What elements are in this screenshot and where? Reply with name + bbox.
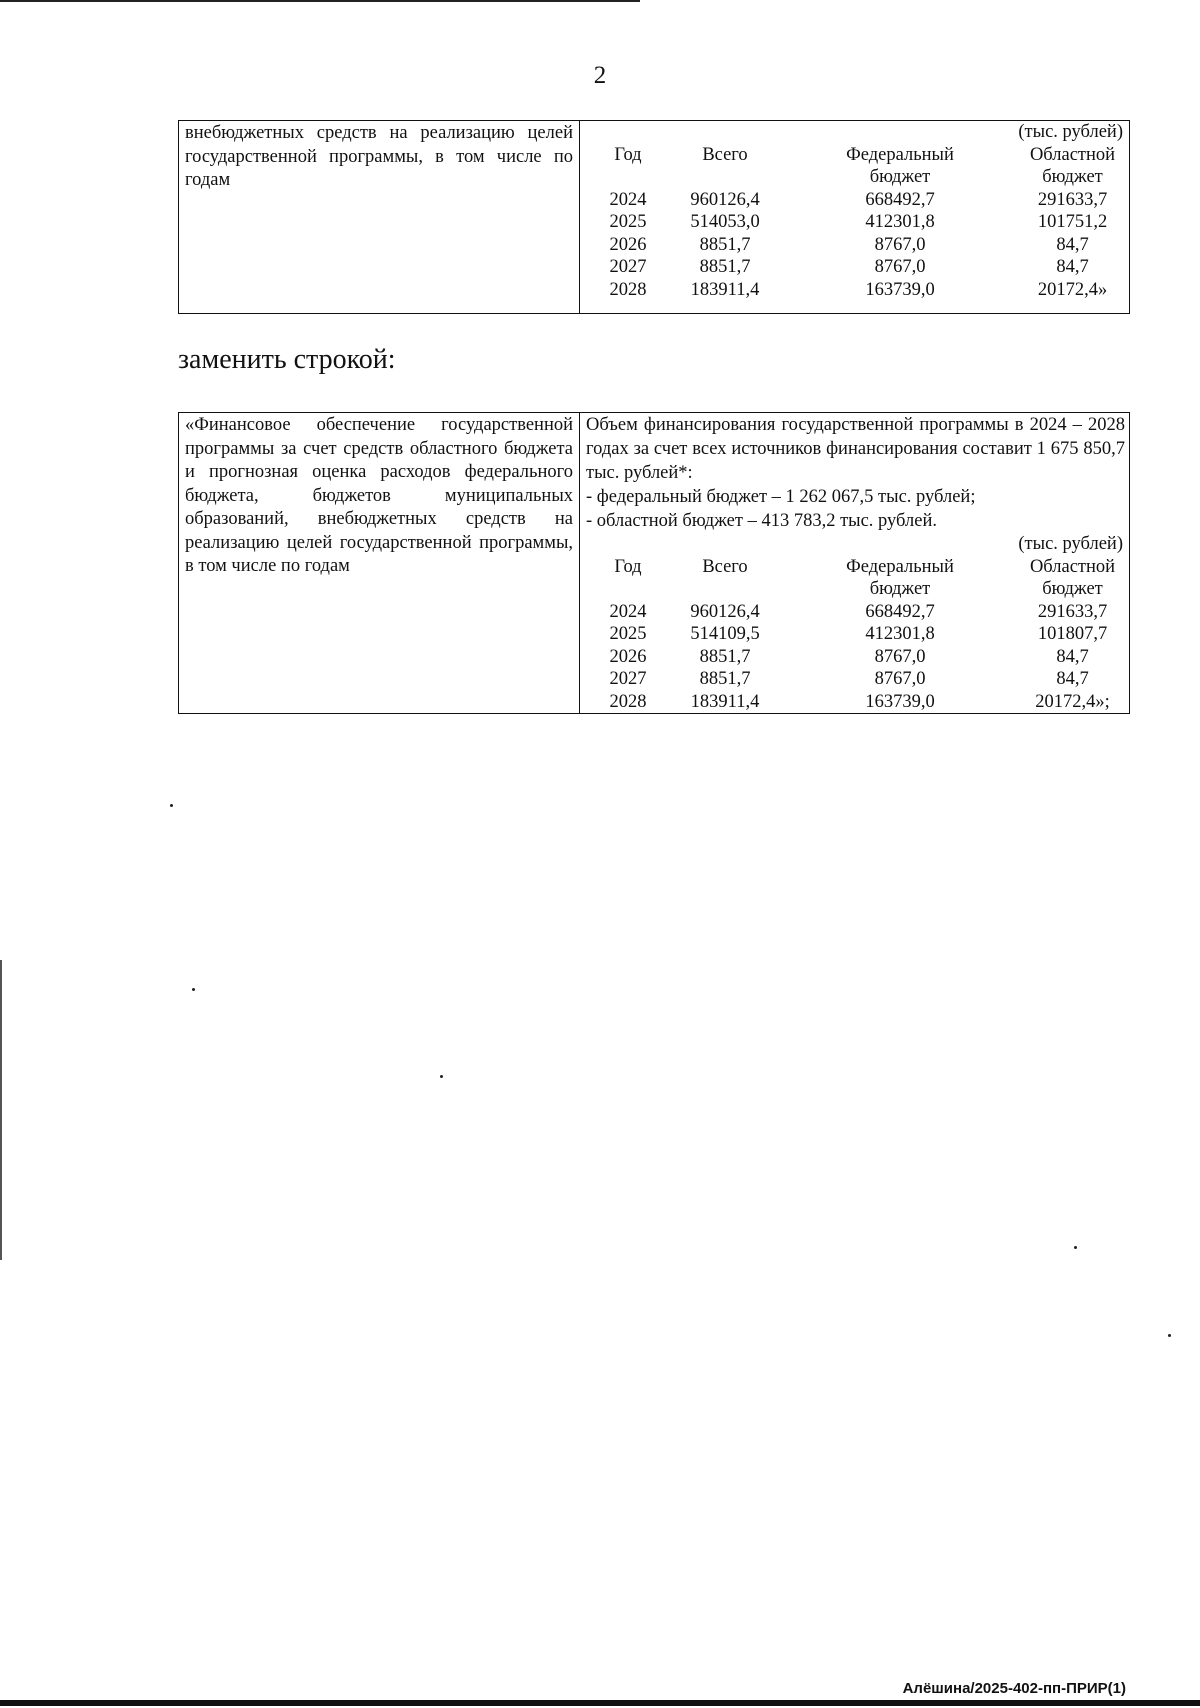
year-row-total: 514109,5 [690,624,760,644]
year-row-regional: 101807,7 [1037,624,1108,644]
old-year-table [586,121,1125,301]
old-header-federal: Федеральный [846,144,954,165]
year-row-regional: 20172,4»; [1035,691,1110,712]
old-row-label-cell [179,121,580,314]
new-header-regional-line2: бюджет [1042,579,1103,599]
year-row [586,691,1125,714]
new-program-row-table [178,412,1130,714]
year-row-federal: 8767,0 [874,669,926,689]
year-row-year: 2027 [609,257,647,277]
year-row-year: 2028 [609,279,647,300]
new-year-rows [586,601,1125,714]
year-row-regional: 291633,7 [1037,601,1108,622]
old-header-year: Год [614,144,642,165]
document-code: Алёшина/2025-402-пп-ПРИР(1) [902,1680,1126,1697]
scan-speck [1168,1334,1171,1337]
scan-top-rule [0,0,640,2]
scan-speck [170,804,173,807]
year-row [586,234,1125,257]
old-unit-label: (тыс. рублей) [1018,122,1123,142]
year-row-federal: 668492,7 [865,601,935,622]
year-row-total: 8851,7 [699,669,751,689]
year-row-total: 8851,7 [699,234,751,255]
program-funding-regional: - областной бюджет – 413 783,2 тыс. рублей. [586,511,937,531]
year-row-total: 514053,0 [690,212,760,232]
scan-speck [440,1075,443,1078]
year-row [586,256,1125,279]
old-program-row-table [178,120,1130,314]
year-row-federal: 163739,0 [865,279,935,300]
scan-speck [1074,1246,1077,1249]
year-row [586,646,1125,669]
old-year-rows [586,189,1125,302]
scan-left-edge [0,960,2,1260]
year-row-year: 2026 [609,234,647,255]
new-row-label-text: «Финансовое обеспечение государственной программы за счет средств областного бюджета и прогнозная оценка расходов федерального бюджета, бюджетов муниципальных образований, внебюджетных средств на реализацию целей государственной программы, в том числе по годам [185,415,573,576]
scan-bottom-rule [0,1700,1200,1706]
year-row-year: 2028 [609,691,647,712]
new-header-year: Год [614,556,642,577]
year-row-regional: 84,7 [1056,257,1089,277]
year-row-regional: 84,7 [1056,646,1089,667]
program-funding-federal: - федеральный бюджет – 1 262 067,5 тыс. рублей; [586,487,976,507]
old-header-total: Всего [702,144,748,165]
year-row-total: 183911,4 [690,279,760,300]
year-row [586,189,1125,212]
old-header-regional-line2: бюджет [1042,167,1103,187]
year-row-year: 2027 [609,669,647,689]
year-row-federal: 668492,7 [865,189,935,210]
year-row-total: 8851,7 [699,257,751,277]
year-row-year: 2025 [609,212,647,232]
year-row-total: 183911,4 [690,691,760,712]
instruction-text: заменить строкой: [178,344,396,375]
year-row-federal: 8767,0 [874,234,926,255]
year-row-year: 2025 [609,624,647,644]
program-funding-text [586,413,1125,533]
year-row-total: 8851,7 [699,646,751,667]
year-row [586,211,1125,234]
old-header-regional: Областной [1029,144,1116,165]
program-funding-summary: Объем финансирования государственной программы в 2024 – 2028 годах за счет всех источников финансирования составит 1 675 850,7 тыс. рублей*: [586,415,1125,483]
year-row-total: 960126,4 [690,601,760,622]
year-row-federal: 8767,0 [874,257,926,277]
new-unit-label: (тыс. рублей) [1018,534,1123,554]
year-row-federal: 163739,0 [865,691,935,712]
year-row-year: 2024 [609,601,647,622]
year-row-federal: 8767,0 [874,646,926,667]
new-header-federal: Федеральный [846,556,954,577]
new-header-total: Всего [702,556,748,577]
scan-speck [192,988,195,991]
old-row-label-text: внебюджетных средств на реализацию целей государственной программы, в том числе по годам [185,123,573,190]
year-row-federal: 412301,8 [865,212,935,232]
old-row-value-cell [580,121,1130,314]
new-header-regional: Областной [1029,556,1116,577]
year-row-regional: 84,7 [1056,234,1089,255]
year-row [586,279,1125,302]
old-header-federal-line2: бюджет [869,167,931,187]
page-number: 2 [593,62,607,89]
year-row-year: 2024 [609,189,647,210]
new-row-label-cell [179,413,580,714]
new-row-value-cell [580,413,1130,714]
new-year-table [586,533,1125,713]
year-row-regional: 291633,7 [1037,189,1108,210]
year-row [586,623,1125,646]
year-row-total: 960126,4 [690,189,760,210]
year-row-regional: 20172,4» [1037,279,1108,300]
year-row [586,601,1125,624]
year-row [586,668,1125,691]
year-row-federal: 412301,8 [865,624,935,644]
new-header-federal-line2: бюджет [869,579,931,599]
year-row-regional: 84,7 [1056,669,1089,689]
year-row-regional: 101751,2 [1037,212,1108,232]
year-row-year: 2026 [609,646,647,667]
